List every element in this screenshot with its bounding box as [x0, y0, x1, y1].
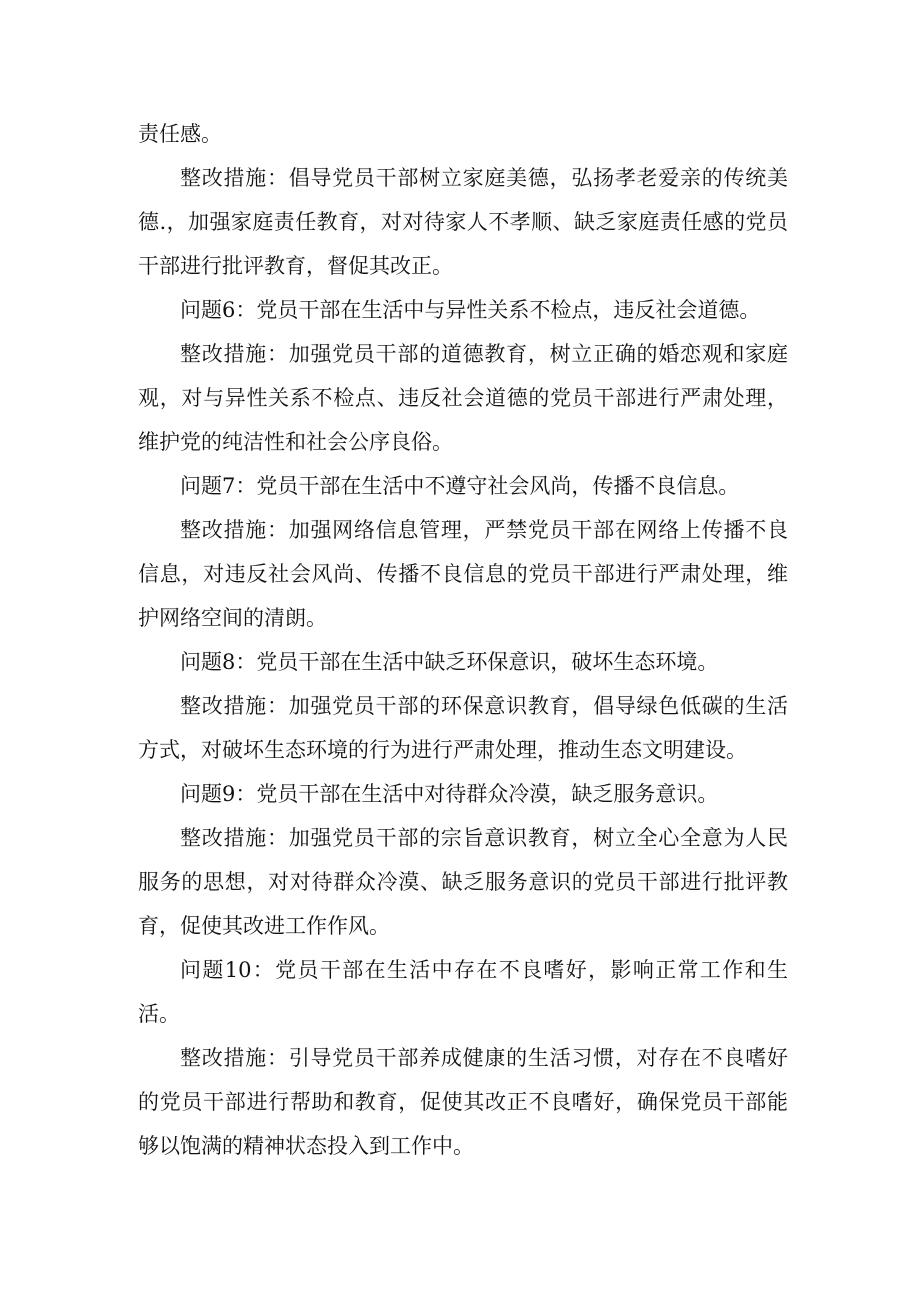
document-body [138, 112, 788, 1168]
paragraph-problem-7: 问题7：党员干部在生活中不遵守社会风尚，传播不良信息。 [180, 474, 740, 498]
paragraph-problem-6: 问题6：党员干部在生活中与异性关系不检点，违反社会道德。 [180, 298, 761, 322]
paragraph-problem-8: 问题8：党员干部在生活中缺乏环保意识，破坏生态环境。 [180, 650, 719, 674]
paragraph-measure-6: 整改措施：加强党员干部的道德教育，树立正确的婚恋观和家庭观，对与异性关系不检点、违反社会道德的党员干部进行严肃处理，维护党的纯洁性和社会公序良俗。 [138, 342, 788, 454]
paragraph-continuation: 责任感。 [138, 122, 222, 146]
paragraph-measure-10: 整改措施：引导党员干部养成健康的生活习惯，对存在不良嗜好的党员干部进行帮助和教育，促使其改正不良嗜好，确保党员干部能够以饱满的精神状态投入到工作中。 [138, 1046, 788, 1158]
paragraph-measure-7: 整改措施：加强网络信息管理，严禁党员干部在网络上传播不良信息，对违反社会风尚、传播不良信息的党员干部进行严肃处理，维护网络空间的清朗。 [138, 518, 788, 630]
paragraph-measure-5: 整改措施：倡导党员干部树立家庭美德，弘扬孝老爱亲的传统美德.，加强家庭责任教育，对对待家人不孝顺、缺乏家庭责任感的党员干部进行批评教育，督促其改正。 [138, 166, 788, 278]
paragraph-measure-9: 整改措施：加强党员干部的宗旨意识教育，树立全心全意为人民服务的思想，对对待群众冷漠、缺乏服务意识的党员干部进行批评教育，促使其改进工作作风。 [138, 826, 788, 938]
paragraph-problem-10: 问题10：党员干部在生活中存在不良嗜好，影响正常工作和生活。 [138, 958, 788, 1026]
paragraph-measure-8: 整改措施：加强党员干部的环保意识教育，倡导绿色低碳的生活方式，对破坏生态环境的行为进行严肃处理，推动生态文明建设。 [138, 694, 788, 762]
paragraph-problem-9: 问题9：党员干部在生活中对待群众冷漠，缺乏服务意识。 [180, 782, 719, 806]
